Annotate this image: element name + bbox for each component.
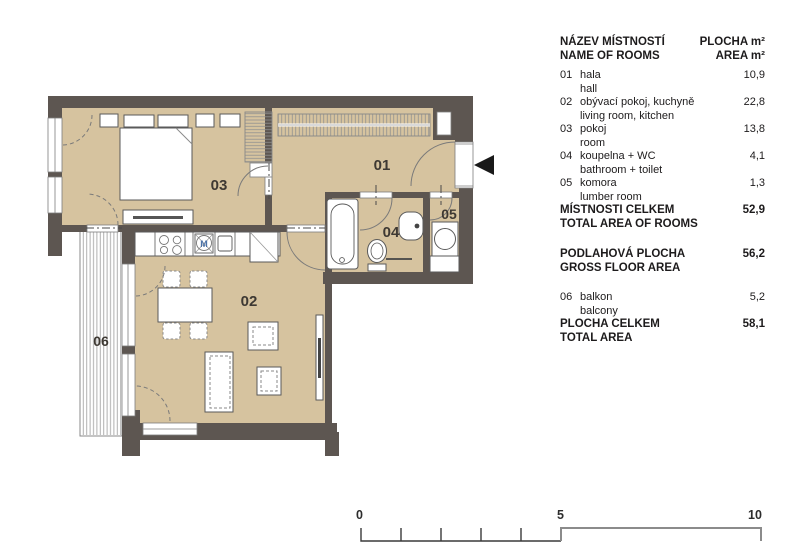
room-name-en: balcony (580, 304, 618, 317)
label-room-01: 01 (373, 157, 391, 174)
bathtub (327, 199, 358, 269)
table-row-02 (560, 96, 765, 123)
gross-label-en: GROSS FLOOR AREA (560, 261, 681, 274)
scale-tick-5: 5 (557, 508, 564, 522)
total-value: 52,9 (742, 204, 765, 216)
hall-wardrobe (278, 114, 430, 136)
room-area: 22,8 (743, 96, 765, 108)
label-appliance-m: M (200, 239, 208, 249)
sideboard-tv (133, 216, 183, 219)
entrance-arrow-icon (474, 155, 494, 175)
table-row-04 (560, 150, 765, 177)
room-name-en: hall (580, 82, 598, 95)
room-area: 4,1 (749, 150, 765, 162)
room-name-cs: hala (580, 69, 601, 81)
pouf-inner (261, 371, 277, 391)
header-name-en: NAME OF ROOMS (560, 49, 660, 62)
pillow-left (124, 115, 154, 127)
pillow-right (158, 115, 188, 127)
room-name-en: living room, kitchen (580, 109, 675, 122)
bathroom-sink (399, 212, 423, 240)
room-name-cs: obývací pokoj, kuchyně (580, 96, 695, 108)
balcony-door-opening-living (122, 264, 135, 346)
room-area: 10,9 (743, 69, 765, 81)
grand-total-label-en: TOTAL AREA (560, 331, 633, 344)
room-number: 05 (560, 177, 573, 189)
fridge (250, 232, 278, 262)
label-room-02: 02 (240, 293, 258, 310)
header-name-cs: NÁZEV MÍSTNOSTÍ (560, 36, 665, 48)
room-number: 03 (560, 123, 573, 135)
scale-tick-0: 0 (356, 508, 363, 522)
table-row-01 (560, 69, 765, 96)
table-total-area (560, 318, 765, 345)
scale-tick-10: 10 (748, 508, 762, 522)
label-room-06: 06 (93, 333, 109, 349)
gross-label-cs: PODLAHOVÁ PLOCHA (560, 248, 686, 260)
room-name-en: bathroom + toilet (580, 163, 663, 176)
lumber-counter (430, 256, 459, 272)
total-label-en: TOTAL AREA OF ROOMS (560, 217, 698, 230)
scale-bar (356, 508, 762, 541)
header-area-cs: PLOCHA m² (699, 36, 765, 48)
room-number: 02 (560, 96, 573, 108)
grand-total-value: 58,1 (742, 318, 765, 330)
toilet (368, 240, 387, 272)
window-living-bottom (143, 423, 197, 435)
nightstand-left (100, 114, 118, 127)
tv (318, 338, 321, 378)
room-table (560, 36, 765, 345)
room-number: 06 (560, 291, 573, 303)
room-number: 04 (560, 150, 573, 162)
room-name-en: lumber room (580, 190, 642, 203)
total-label-cs: MÍSTNOSTI CELKEM (560, 204, 675, 216)
room-name-en: room (580, 136, 606, 149)
label-room-03: 03 (210, 177, 228, 194)
label-room-05: 05 (441, 206, 457, 222)
kitchen-sink (218, 236, 232, 251)
lumber-room-fixtures (430, 222, 459, 272)
table-row-03 (560, 123, 765, 150)
entrance-door-opening (455, 142, 473, 188)
table-row-06 (560, 291, 765, 318)
washer (432, 222, 458, 256)
bed (120, 128, 192, 200)
nightstand-right (196, 114, 214, 127)
room-area: 5,2 (749, 291, 765, 303)
room-name-cs: pokoj (580, 123, 607, 135)
table-gross-floor (560, 248, 765, 275)
dining-table (158, 288, 212, 322)
grand-total-label-cs: PLOCHA CELKEM (560, 318, 660, 330)
window-living-left (122, 354, 135, 416)
room-name-cs: komora (580, 177, 617, 189)
room-number: 01 (560, 69, 573, 81)
room-area: 13,8 (743, 123, 765, 135)
table-row-05 (560, 177, 765, 204)
window-bedroom-upper (48, 118, 62, 172)
label-room-04: 04 (382, 224, 400, 241)
header-area-en: AREA m² (715, 49, 765, 62)
gross-value: 56,2 (742, 248, 765, 260)
armchair-seat (253, 327, 273, 345)
room-name-cs: koupelna + WC (580, 150, 656, 162)
sofa-seat (210, 356, 230, 408)
room-name-cs: balkon (580, 291, 613, 303)
window-bedroom-lower (48, 177, 62, 213)
table-total-rooms (560, 204, 765, 231)
room-area: 1,3 (749, 177, 765, 189)
table-header (560, 36, 765, 63)
shaft-niche (437, 112, 451, 135)
cabinet-top (220, 114, 240, 127)
